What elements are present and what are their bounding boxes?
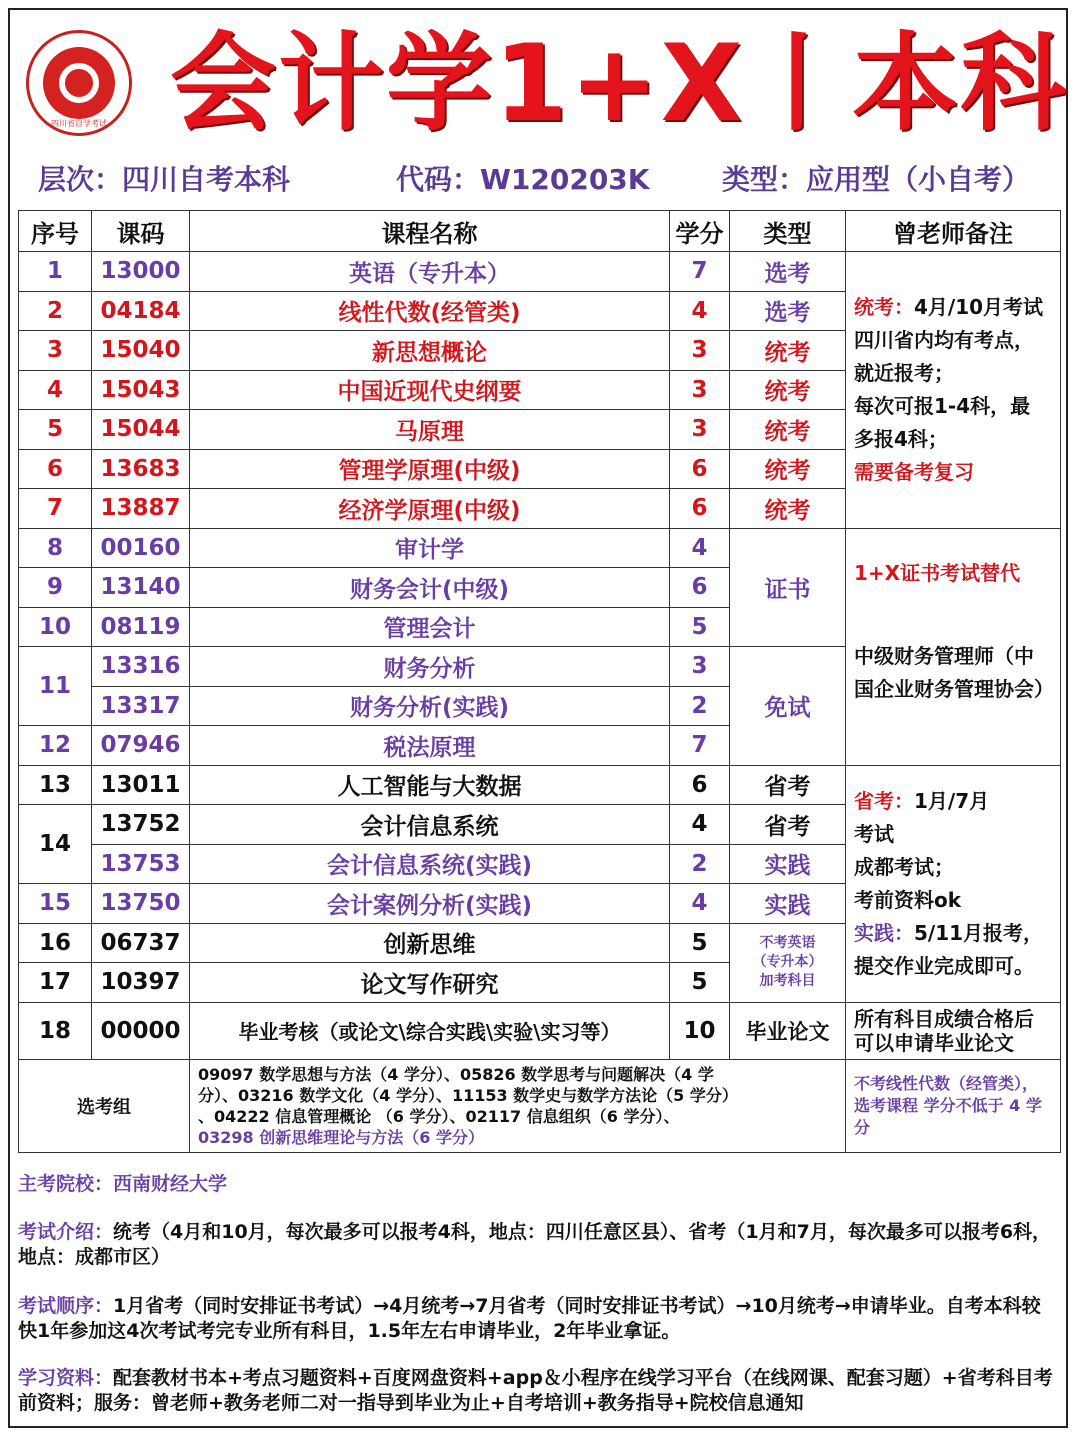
row-type: 选考: [730, 291, 846, 331]
row-credit: 6: [670, 765, 730, 805]
row-credit: 4: [670, 291, 730, 331]
page-title: 会计学1+X丨本科: [170, 22, 1069, 145]
row-name: 管理会计: [190, 607, 670, 647]
row-credit: 4: [670, 805, 730, 845]
row-credit: 6: [670, 568, 730, 608]
header-cell: 序号: [19, 211, 92, 252]
row-no: 3: [19, 331, 92, 371]
row-no: 11: [19, 647, 92, 726]
note-line: 所有科目成绩合格后: [854, 1006, 1034, 1031]
info-text: 配套教材书本+考点习题资料+百度网盘资料+app＆小程序在线学习平台（在线网课、配套习题）+省考科目考前资料；服务：曾老师+教务老师二对一指导到毕业为止+自考培训+教务指导+院校信息通知: [18, 1367, 1053, 1414]
row-credit: 3: [670, 370, 730, 410]
row-credit: 2: [670, 686, 730, 726]
row-type: 统考: [730, 410, 846, 450]
note-cert-replace: 1+X证书考试替代: [854, 560, 1021, 585]
elective-line: 09097 数学思想与方法（4 学分）、05826 数学思考与问题解决（4 学: [198, 1064, 714, 1084]
logo-emblem: [43, 47, 115, 119]
info-order: [18, 1294, 1058, 1344]
note-line: 成都考试；: [854, 854, 954, 879]
note-line: 每次可报1-4科，最: [854, 393, 1031, 418]
note-line: 中级财务管理师（中: [854, 643, 1034, 668]
row-no: 16: [19, 923, 92, 963]
note-cert: [846, 528, 1061, 765]
meta-type: 类型：应用型（小自考）: [722, 163, 1031, 196]
row-name: 税法原理: [190, 726, 670, 766]
row-no: 9: [19, 568, 92, 608]
row-no: 2: [19, 291, 92, 331]
table-row: [19, 1002, 1061, 1059]
info-label: 考试介绍：: [18, 1221, 114, 1243]
row-code: 13750: [92, 884, 190, 924]
row-code: 10397: [92, 963, 190, 1003]
row-code: 13752: [92, 805, 190, 845]
note-line: 就近报考；: [854, 360, 954, 385]
info-text: 1月省考（同时安排证书考试）→4月统考→7月省考（同时安排证书考试）→10月统考→申请毕业。自考本科较快1年参加这4次考试考完专业所有科目，1.5年左右申请毕业，2年毕业拿证。: [18, 1295, 1041, 1342]
row-code: 13683: [92, 449, 190, 489]
row-name: 财务会计(中级): [190, 568, 670, 608]
row-code: 13316: [92, 647, 190, 687]
row-code: 07946: [92, 726, 190, 766]
row-credit: 10: [670, 1002, 730, 1059]
row-credit: 2: [670, 844, 730, 884]
note-line: 可以申请毕业论文: [854, 1030, 1014, 1055]
row-no: 15: [19, 884, 92, 924]
elective-line: 03298 创新思维理论与方法（6 学分）: [198, 1127, 484, 1147]
header-cell: 类型: [730, 211, 846, 252]
row-name: 管理学原理(中级): [190, 449, 670, 489]
row-no: 14: [19, 805, 92, 884]
note-practice-text: 5/11月报考，: [914, 920, 1044, 945]
header-cell: 学分: [670, 211, 730, 252]
school-logo: [26, 30, 132, 136]
row-code: 06737: [92, 923, 190, 963]
row-type: 实践: [730, 884, 846, 924]
type-extra: [730, 923, 846, 1002]
elective-list: [190, 1059, 846, 1152]
header-cell: 曾老师备注: [846, 211, 1061, 252]
table-row: [19, 765, 1061, 805]
row-name: 英语（专升本）: [190, 252, 670, 292]
row-name: 会计信息系统(实践): [190, 844, 670, 884]
row-code: 00160: [92, 528, 190, 568]
row-name: 审计学: [190, 528, 670, 568]
type-extra-line: 不考英语: [759, 935, 816, 951]
row-name: 论文写作研究: [190, 963, 670, 1003]
row-code: 13753: [92, 844, 190, 884]
note-graduation: [846, 1002, 1061, 1059]
table-header: [19, 211, 1061, 252]
row-code: 04184: [92, 291, 190, 331]
info-text: 统考（4月和10月，每次最多可以报考4科，地点：四川任意区县）、省考（1月和7月，每次最多可以报考6科，地点：成都市区）: [18, 1221, 1052, 1268]
row-no: 12: [19, 726, 92, 766]
elective-note: 不考线性代数（经管类），选考课程 学分不低于 4 学分: [846, 1059, 1061, 1152]
row-name: 创新思维: [190, 923, 670, 963]
row-code: 13140: [92, 568, 190, 608]
row-no: 1: [19, 252, 92, 292]
row-name: 财务分析: [190, 647, 670, 687]
type-exempt: 免试: [730, 647, 846, 766]
row-name: 毕业考核（或论文\综合实践\实验\实习等）: [190, 1002, 670, 1059]
row-credit: 5: [670, 607, 730, 647]
note-unified: [846, 252, 1061, 529]
row-no: 4: [19, 370, 92, 410]
row-type: 统考: [730, 489, 846, 529]
row-code: 13887: [92, 489, 190, 529]
row-credit: 3: [670, 331, 730, 371]
info-school: [18, 1172, 1058, 1197]
note-line: 考试: [854, 821, 894, 846]
type-extra-line: 加考科目: [759, 973, 816, 989]
row-code: 08119: [92, 607, 190, 647]
header-cell: 课程名称: [190, 211, 670, 252]
row-credit: 6: [670, 449, 730, 489]
info-intro: [18, 1220, 1058, 1270]
row-type: 毕业论文: [730, 1002, 846, 1059]
row-credit: 3: [670, 410, 730, 450]
row-type: 省考: [730, 765, 846, 805]
row-type: 统考: [730, 449, 846, 489]
row-code: 00000: [92, 1002, 190, 1059]
elective-line: 、04222 信息管理概论 （6 学分）、02117 信息组织（6 学分）、: [198, 1106, 680, 1126]
row-name: 新思想概论: [190, 331, 670, 371]
row-code: 15040: [92, 331, 190, 371]
row-credit: 5: [670, 923, 730, 963]
type-cert: 证书: [730, 528, 846, 647]
note-unified-text: 4月/10月考试: [914, 294, 1044, 319]
row-name: 经济学原理(中级): [190, 489, 670, 529]
row-type: 统考: [730, 370, 846, 410]
row-no: 13: [19, 765, 92, 805]
elective-line: 分）、03216 数学文化（4 学分）、11153 数学史与数学方法论（5 学分）: [198, 1085, 738, 1105]
row-no: 17: [19, 963, 92, 1003]
note-prov-text: 1月/7月: [914, 788, 990, 813]
info-label: 学习资料：: [18, 1367, 114, 1389]
info-label: 考试顺序：: [18, 1295, 114, 1317]
row-no: 18: [19, 1002, 92, 1059]
info-material: [18, 1366, 1058, 1416]
row-name: 中国近现代史纲要: [190, 370, 670, 410]
logo-text: 四川省自学考试: [51, 119, 107, 128]
table-row: [19, 528, 1061, 568]
row-type: 选考: [730, 252, 846, 292]
row-credit: 7: [670, 252, 730, 292]
row-code: 15043: [92, 370, 190, 410]
row-no: 8: [19, 528, 92, 568]
row-name: 财务分析(实践): [190, 686, 670, 726]
note-line: 多报4科；: [854, 426, 948, 451]
note-line: 考前资料ok: [854, 887, 962, 912]
note-provincial: [846, 765, 1061, 1002]
row-name: 马原理: [190, 410, 670, 450]
meta-level: 层次：四川自考本科: [38, 163, 291, 196]
row-type: 省考: [730, 805, 846, 845]
info-text: 西南财经大学: [113, 1173, 228, 1195]
note-line: 提交作业完成即可。: [854, 953, 1034, 978]
row-credit: 7: [670, 726, 730, 766]
course-table: [18, 210, 1061, 1153]
row-credit: 5: [670, 963, 730, 1003]
row-credit: 6: [670, 489, 730, 529]
type-extra-line: （专升本）: [752, 954, 823, 970]
row-name: 会计案例分析(实践): [190, 884, 670, 924]
info-label: 主考院校：: [18, 1173, 114, 1195]
row-credit: 4: [670, 528, 730, 568]
elective-row: [19, 1059, 1061, 1152]
row-type: 实践: [730, 844, 846, 884]
row-no: 7: [19, 489, 92, 529]
row-name: 线性代数(经管类): [190, 291, 670, 331]
elective-label: 选考组: [19, 1059, 190, 1152]
row-code: 13000: [92, 252, 190, 292]
table-row: [19, 252, 1061, 292]
row-name: 人工智能与大数据: [190, 765, 670, 805]
row-name: 会计信息系统: [190, 805, 670, 845]
note-practice-label: 实践：: [854, 920, 914, 945]
note-prov-label: 省考：: [854, 788, 914, 813]
row-no: 5: [19, 410, 92, 450]
header-cell: 课码: [92, 211, 190, 252]
row-credit: 3: [670, 647, 730, 687]
note-unified-label: 统考：: [854, 294, 914, 319]
row-code: 13317: [92, 686, 190, 726]
row-credit: 4: [670, 884, 730, 924]
note-review: 需要备考复习: [854, 459, 974, 484]
row-no: 6: [19, 449, 92, 489]
row-no: 10: [19, 607, 92, 647]
meta-code: 代码：W120203K: [396, 163, 650, 196]
row-type: 统考: [730, 331, 846, 371]
note-line: 四川省内均有考点，: [854, 327, 1034, 352]
row-code: 15044: [92, 410, 190, 450]
row-code: 13011: [92, 765, 190, 805]
note-line: 国企业财务管理协会）: [854, 676, 1054, 701]
